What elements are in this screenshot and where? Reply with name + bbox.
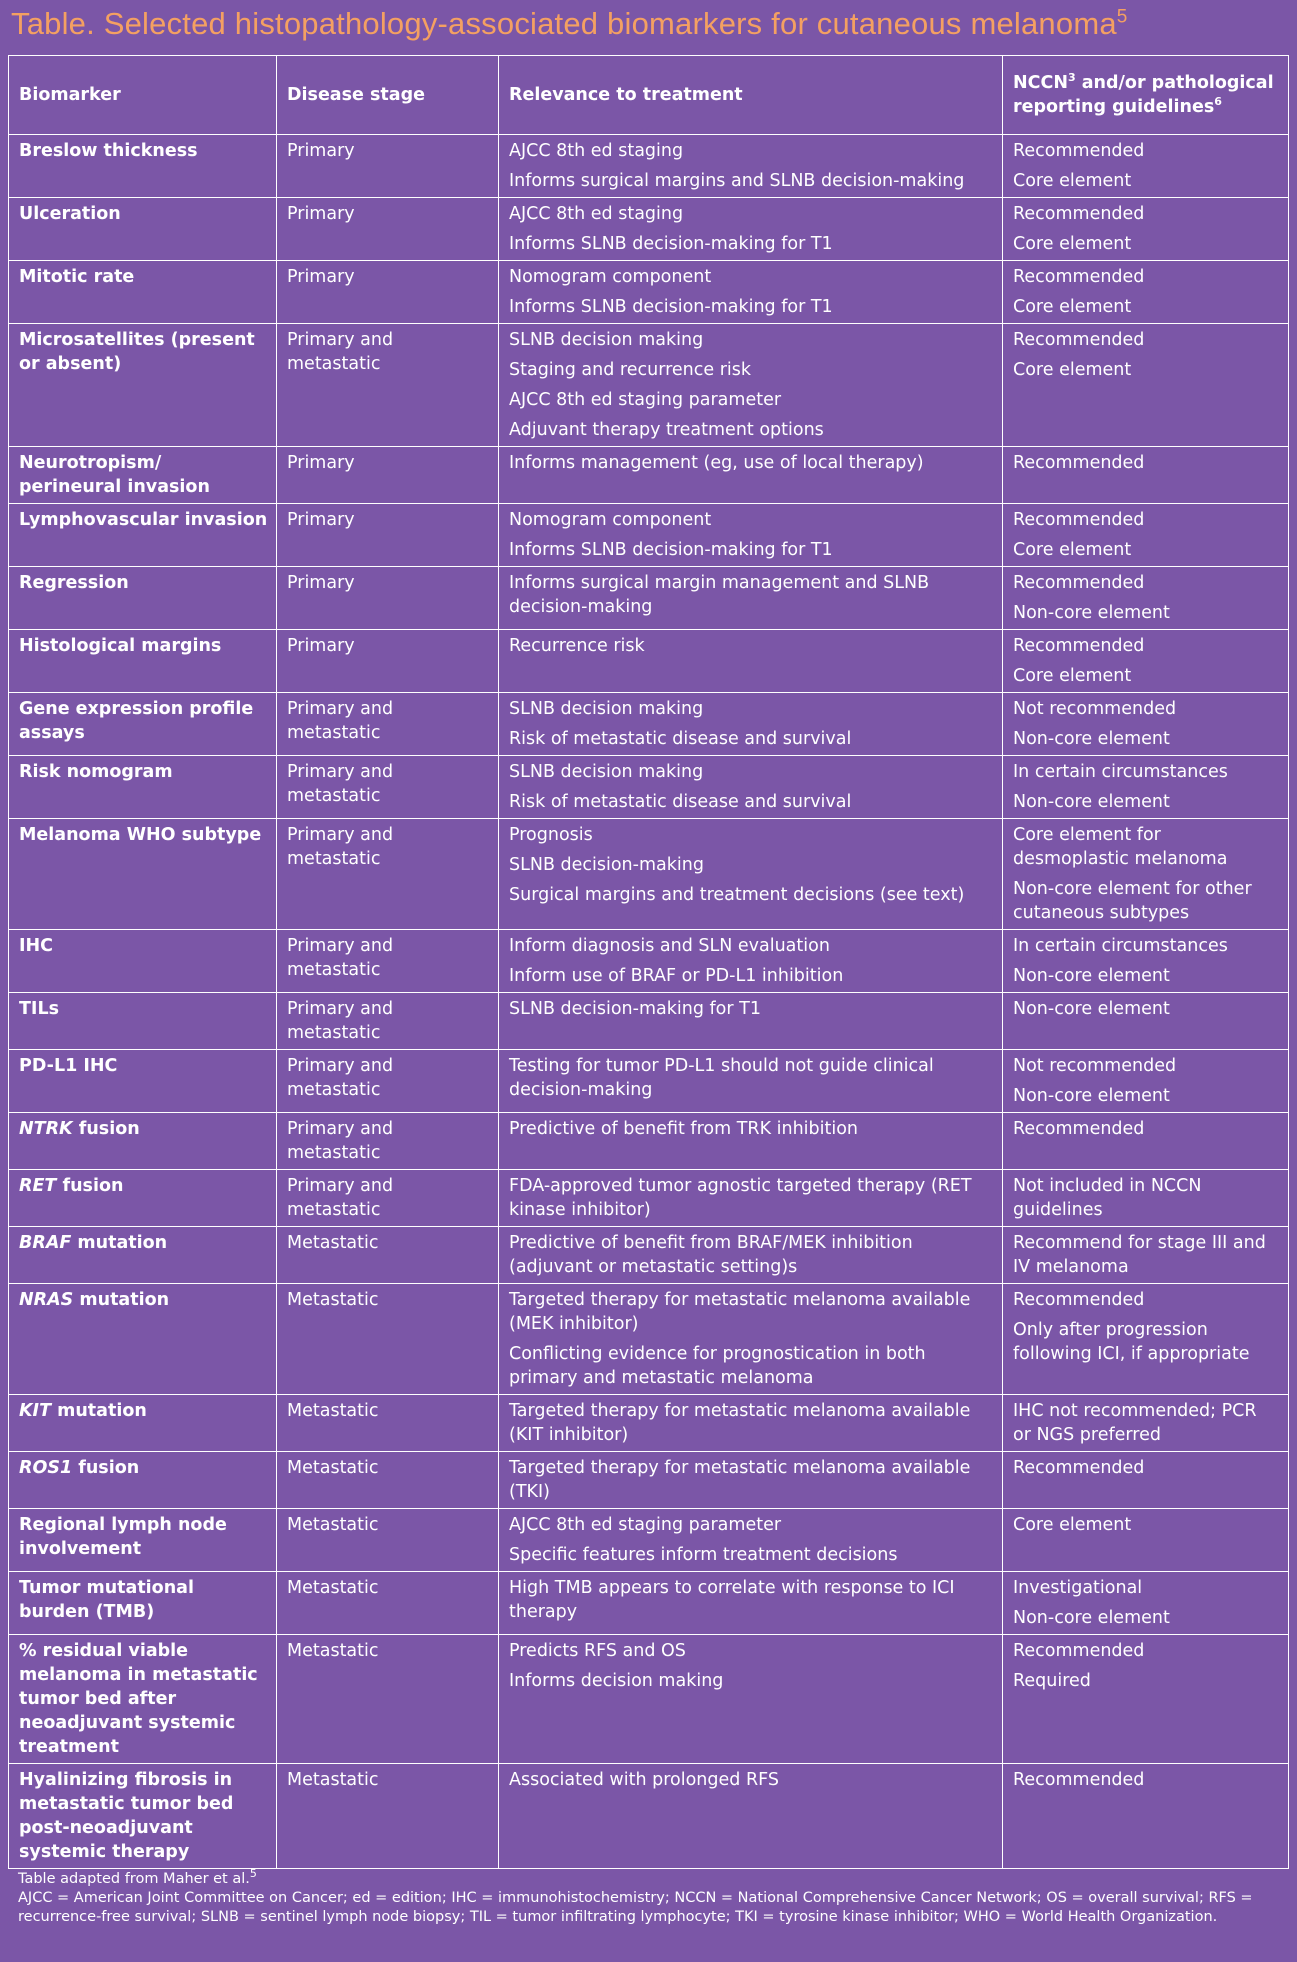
guideline-item: Recommend for stage III and IV melanoma [1013,1233,1266,1277]
relevance-item: Informs SLNB decision-making for T1 [509,540,833,560]
guideline-item: Recommended [1013,1119,1145,1139]
biomarker-cell: Hyalinizing fibrosis in metastatic tumor bed post-neoadjuvant systemic therapy [9,1764,277,1869]
disease-stage-cell: Metastatic [277,1572,499,1635]
relevance-item: AJCC 8th ed staging [509,204,684,224]
guideline-item: Core element [1013,666,1132,686]
table-row [9,1509,1289,1572]
guideline-item: Non-core element [1013,603,1170,623]
guideline-item: Recommended [1013,267,1145,287]
disease-stage-cell: Primary and metastatic [277,693,499,756]
guideline-item: Recommended [1013,1458,1145,1478]
relevance-item: Nomogram component [509,267,712,287]
guideline-item: Required [1013,1671,1091,1691]
guideline-item: Recommended [1013,1770,1145,1790]
gene-name: BRAF [19,1233,72,1253]
disease-stage-cell: Primary and metastatic [277,930,499,993]
relevance-item: AJCC 8th ed staging parameter [509,390,782,410]
biomarker-cell: TILs [9,993,277,1050]
biomarker-cell: Regional lymph node involvement [9,1509,277,1572]
footnote-abbreviations: AJCC = American Joint Committee on Cancer; ed = edition; IHC = immunohistochemistry; NCCN = National Comprehensive Cancer Network; OS = overall survival; RFS = recurrence-free survival; SLNB = sentinel lymph node biopsy; TIL = tumor infiltrating lymphocyte; TKI = tyrosine kinase inhibitor; WHO = World Health Organization. [18,1890,1253,1925]
relevance-cell [499,1509,1003,1572]
guideline-cell [1003,1764,1289,1869]
guideline-cell [1003,630,1289,693]
footnote [18,1867,1280,1927]
guideline-cell [1003,261,1289,324]
table-row [9,1395,1289,1452]
guideline-item: Investigational [1013,1578,1143,1598]
gene-name: RET [19,1176,57,1196]
guideline-cell [1003,1284,1289,1395]
guideline-item: Recommended [1013,510,1145,530]
relevance-item: Predicts RFS and OS [509,1641,686,1661]
guideline-item: Core element [1013,360,1132,380]
relevance-cell [499,1764,1003,1869]
relevance-cell [499,1452,1003,1509]
gene-name: NRAS [19,1290,74,1310]
disease-stage-cell: Metastatic [277,1509,499,1572]
header-disease-stage: Disease stage [277,56,499,135]
relevance-item: SLNB decision-making [509,855,704,875]
guideline-cell [1003,1572,1289,1635]
relevance-cell [499,993,1003,1050]
guideline-cell [1003,1509,1289,1572]
relevance-item: Conflicting evidence for prognostication in both primary and metastatic melanoma [509,1344,926,1388]
table-row [9,504,1289,567]
gene-name: ROS1 [19,1458,73,1478]
header-nccn-guidelines: NCCN$^3$ and/or pathological reporting guidelines$^6$ [1003,56,1289,135]
table-row [9,1764,1289,1869]
relevance-cell [499,135,1003,198]
biomarker-cell: Breslow thickness [9,135,277,198]
relevance-item: Risk of metastatic disease and survival [509,792,852,812]
biomarker-cell: Microsatellites (present or absent) [9,324,277,447]
table-row [9,1284,1289,1395]
table-row [9,1170,1289,1227]
relevance-cell [499,1572,1003,1635]
guideline-item: Recommended [1013,636,1145,656]
biomarker-cell: Histological margins [9,630,277,693]
table-row [9,1452,1289,1509]
disease-stage-cell: Primary [277,447,499,504]
header-relevance: Relevance to treatment [499,56,1003,135]
guideline-item: Core element [1013,234,1132,254]
guideline-item: Non-core element [1013,729,1170,749]
relevance-item: Recurrence risk [509,636,645,656]
guideline-cell [1003,1227,1289,1284]
guideline-cell [1003,993,1289,1050]
disease-stage-cell: Primary [277,504,499,567]
relevance-item: Specific features inform treatment decisions [509,1545,898,1565]
table-row [9,261,1289,324]
header-biomarker: Biomarker [9,56,277,135]
relevance-cell [499,1113,1003,1170]
biomarker-cell [9,1113,277,1170]
biomarker-cell: Melanoma WHO subtype [9,819,277,930]
biomarker-cell [9,1452,277,1509]
guideline-item: In certain circumstances [1013,762,1228,782]
biomarker-cell: PD-L1 IHC [9,1050,277,1113]
guideline-item: Non-core element [1013,966,1170,986]
relevance-item: SLNB decision making [509,699,704,719]
relevance-item: FDA-approved tumor agnostic targeted therapy (RET kinase inhibitor) [509,1176,972,1220]
disease-stage-cell: Primary [277,135,499,198]
relevance-cell [499,1635,1003,1764]
disease-stage-cell: Primary and metastatic [277,1050,499,1113]
table-row [9,930,1289,993]
relevance-item: Targeted therapy for metastatic melanoma available (MEK inhibitor) [509,1290,971,1334]
disease-stage-cell: Primary [277,198,499,261]
relevance-cell [499,261,1003,324]
biomarker-cell [9,1227,277,1284]
table-row [9,1572,1289,1635]
table-row [9,447,1289,504]
gene-name: KIT [19,1401,52,1421]
biomarker-cell: Regression [9,567,277,630]
biomarker-cell: Neurotropism/ perineural invasion [9,447,277,504]
biomarker-cell [9,1170,277,1227]
guideline-item: Non-core element [1013,1086,1170,1106]
table-row [9,819,1289,930]
guideline-cell [1003,504,1289,567]
relevance-cell [499,324,1003,447]
guideline-cell [1003,135,1289,198]
relevance-item: Prognosis [509,825,593,845]
guideline-cell [1003,1050,1289,1113]
guideline-item: Recommended [1013,330,1145,350]
guideline-item: Not recommended [1013,1056,1177,1076]
biomarker-cell [9,1284,277,1395]
table-title: Table. Selected histopathology-associated biomarkers for cutaneous melanoma$^5$ [11,6,1128,41]
biomarker-cell: Mitotic rate [9,261,277,324]
disease-stage-cell: Metastatic [277,1395,499,1452]
disease-stage-cell: Primary [277,567,499,630]
table-row [9,198,1289,261]
biomarker-cell: % residual viable melanoma in metastatic tumor bed after neoadjuvant systemic treatment [9,1635,277,1764]
table-row [9,693,1289,756]
guideline-item: Recommended [1013,1290,1145,1310]
table-row [9,1635,1289,1764]
relevance-cell [499,819,1003,930]
guideline-cell [1003,567,1289,630]
disease-stage-cell: Primary and metastatic [277,819,499,930]
disease-stage-cell: Primary and metastatic [277,993,499,1050]
biomarker-cell: Lymphovascular invasion [9,504,277,567]
relevance-cell [499,630,1003,693]
guideline-item: Recommended [1013,453,1145,473]
guideline-cell [1003,756,1289,819]
guideline-cell [1003,1635,1289,1764]
guideline-item: Recommended [1013,1641,1145,1661]
relevance-item: High TMB appears to correlate with response to ICI therapy [509,1578,955,1622]
guideline-item: Non-core element [1013,999,1170,1019]
guideline-cell [1003,1452,1289,1509]
footnote-source: Table adapted from Maher et al.$^5$ [18,1867,257,1887]
table-row [9,1227,1289,1284]
guideline-item: Only after progression following ICI, if appropriate [1013,1320,1250,1364]
relevance-item: Targeted therapy for metastatic melanoma available (TKI) [509,1458,971,1502]
relevance-cell [499,1227,1003,1284]
guideline-cell [1003,693,1289,756]
relevance-item: Predictive of benefit from BRAF/MEK inhibition (adjuvant or metastatic setting)s [509,1233,913,1277]
relevance-item: Inform diagnosis and SLN evaluation [509,936,830,956]
gene-name: NTRK [19,1119,73,1139]
gene-alteration: fusion [56,1176,124,1196]
disease-stage-cell: Primary and metastatic [277,756,499,819]
relevance-item: Predictive of benefit from TRK inhibition [509,1119,859,1139]
guideline-item: Core element [1013,1515,1132,1535]
guideline-item: Not included in NCCN guidelines [1013,1176,1202,1220]
relevance-cell [499,198,1003,261]
disease-stage-cell: Metastatic [277,1452,499,1509]
relevance-item: Staging and recurrence risk [509,360,752,380]
disease-stage-cell: Metastatic [277,1764,499,1869]
relevance-cell [499,693,1003,756]
relevance-item: SLNB decision making [509,762,704,782]
guideline-item: Core element for desmoplastic melanoma [1013,825,1228,869]
relevance-item: Associated with prolonged RFS [509,1770,779,1790]
disease-stage-cell: Primary and metastatic [277,1170,499,1227]
gene-alteration: mutation [51,1401,147,1421]
relevance-item: Nomogram component [509,510,712,530]
guideline-cell [1003,447,1289,504]
relevance-item: Testing for tumor PD-L1 should not guide clinical decision-making [509,1056,934,1100]
gene-alteration: fusion [72,1119,140,1139]
disease-stage-cell: Primary [277,261,499,324]
biomarker-cell: Tumor mutational burden (TMB) [9,1572,277,1635]
disease-stage-cell: Primary and metastatic [277,324,499,447]
guideline-item: Recommended [1013,573,1145,593]
disease-stage-cell: Primary and metastatic [277,1113,499,1170]
guideline-item: Non-core element [1013,1608,1170,1628]
relevance-item: Targeted therapy for metastatic melanoma available (KIT inhibitor) [509,1401,971,1445]
guideline-item: In certain circumstances [1013,936,1228,956]
relevance-item: Informs decision making [509,1671,724,1691]
relevance-cell [499,1395,1003,1452]
disease-stage-cell: Metastatic [277,1635,499,1764]
table-row [9,324,1289,447]
relevance-cell [499,1170,1003,1227]
relevance-item: Informs management (eg, use of local therapy) [509,453,924,473]
relevance-item: AJCC 8th ed staging [509,141,684,161]
table-row [9,993,1289,1050]
relevance-item: Informs SLNB decision-making for T1 [509,297,833,317]
table-row [9,1050,1289,1113]
biomarker-cell: Risk nomogram [9,756,277,819]
disease-stage-cell: Primary [277,630,499,693]
gene-alteration: fusion [72,1458,140,1478]
guideline-item: Non-core element for other cutaneous subtypes [1013,879,1252,923]
disease-stage-cell: Metastatic [277,1284,499,1395]
guideline-cell [1003,324,1289,447]
table-row [9,567,1289,630]
relevance-cell [499,504,1003,567]
guideline-item: Recommended [1013,204,1145,224]
guideline-item: Core element [1013,171,1132,191]
relevance-cell [499,447,1003,504]
header-row [9,56,1289,135]
relevance-item: AJCC 8th ed staging parameter [509,1515,782,1535]
table-row [9,756,1289,819]
relevance-item: Inform use of BRAF or PD-L1 inhibition [509,966,844,986]
relevance-item: Adjuvant therapy treatment options [509,420,824,440]
guideline-cell [1003,1395,1289,1452]
biomarker-cell [9,1395,277,1452]
gene-alteration: mutation [71,1233,168,1253]
guideline-cell [1003,1170,1289,1227]
guideline-item: Core element [1013,540,1132,560]
table-body [9,135,1289,1869]
relevance-cell [499,1284,1003,1395]
biomarker-table [8,55,1289,1869]
relevance-cell [499,756,1003,819]
guideline-item: Core element [1013,297,1132,317]
relevance-item: SLNB decision-making for T1 [509,999,761,1019]
table-row [9,135,1289,198]
relevance-item: Informs surgical margin management and SLNB decision-making [509,573,930,617]
guideline-cell [1003,819,1289,930]
relevance-cell [499,930,1003,993]
table-row [9,630,1289,693]
guideline-item: IHC not recommended; PCR or NGS preferred [1013,1401,1257,1445]
biomarker-cell: IHC [9,930,277,993]
biomarker-cell: Gene expression profile assays [9,693,277,756]
guideline-cell [1003,1113,1289,1170]
table-row [9,1113,1289,1170]
disease-stage-cell: Metastatic [277,1227,499,1284]
relevance-item: Surgical margins and treatment decisions (see text) [509,885,965,905]
relevance-item: Informs SLNB decision-making for T1 [509,234,833,254]
biomarker-cell: Ulceration [9,198,277,261]
guideline-item: Non-core element [1013,792,1170,812]
guideline-item: Recommended [1013,141,1145,161]
guideline-cell [1003,198,1289,261]
guideline-item: Not recommended [1013,699,1177,719]
gene-alteration: mutation [73,1290,170,1310]
relevance-cell [499,1050,1003,1113]
relevance-cell [499,567,1003,630]
relevance-item: SLNB decision making [509,330,704,350]
relevance-item: Informs surgical margins and SLNB decision-making [509,171,965,191]
relevance-item: Risk of metastatic disease and survival [509,729,852,749]
guideline-cell [1003,930,1289,993]
